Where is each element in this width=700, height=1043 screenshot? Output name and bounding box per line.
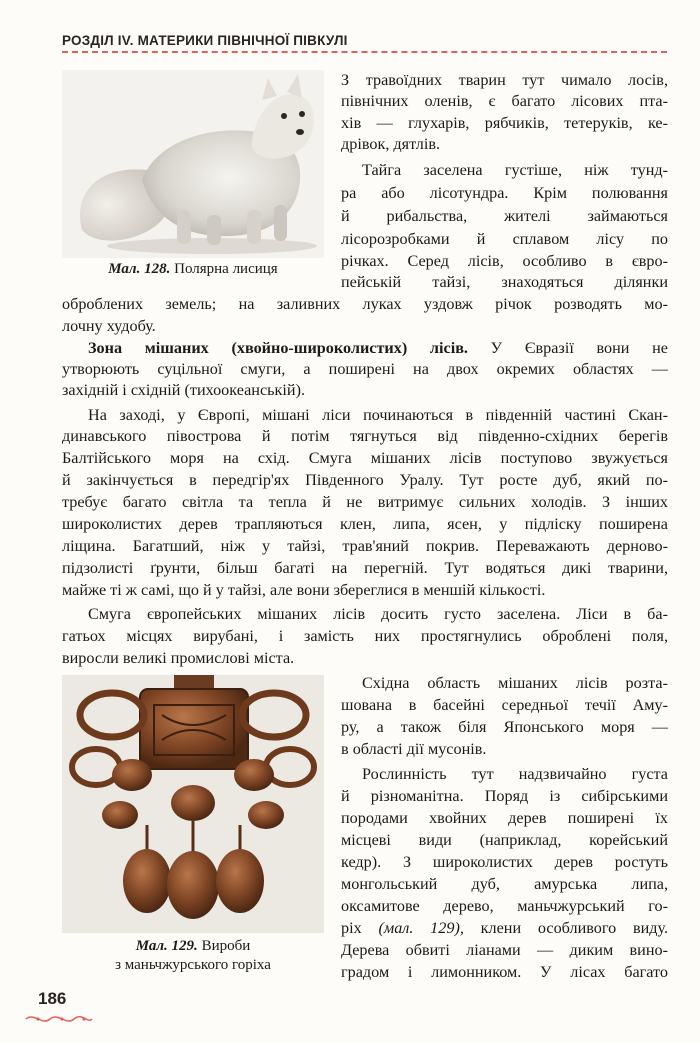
text-line: Дерева обвиті ліанами — диким вино-: [341, 941, 668, 959]
figure-reference: (мал. 129),: [378, 919, 464, 937]
text-line: [88, 338, 668, 358]
figure-128-label: Мал. 128.: [108, 261, 171, 277]
page-ornament-icon: [24, 1012, 94, 1031]
figure-129-label: Мал. 129.: [135, 938, 198, 954]
text-line: виросли великі промислові міста.: [62, 649, 295, 667]
text-line: требує багато світла та тепла й не витримує сильних холодів. З інших: [62, 493, 668, 511]
text-span: клени особливого виду.: [463, 919, 669, 937]
text-line: пейській тайзі, знаходяться ділянки: [341, 273, 668, 291]
text-line: лісорозробками й сплавом лісу по: [341, 230, 668, 248]
text-line: широколистих дерев трапляються клен, липа, ясен, у підліску поширена: [62, 515, 668, 533]
text-line: Балтійського моря на схід. Смуга мішаних лісів поступово звужується: [62, 449, 668, 467]
figure-128-text: Полярна лисиця: [170, 261, 278, 277]
figure-129-caption: [62, 937, 324, 975]
text-line: шована в басейні середньої течії Аму-: [341, 696, 668, 714]
text-line: оксамитове дерево, маньчжурський го-: [341, 897, 668, 915]
text-line: лочну худобу.: [62, 317, 156, 335]
text-line: Рослинність тут надзвичайно густа: [362, 765, 668, 783]
text-line: Східна область мішаних лісів розта-: [362, 674, 668, 692]
section-header: РОЗДІЛ IV. МАТЕРИКИ ПІВНІЧНОЇ ПІВКУЛІ: [62, 33, 348, 48]
text-line: З травоїдних тварин тут чимало лосів,: [341, 71, 668, 89]
text-line: гатьох місцях вирубані, і замість них простягнулись оброблені поля,: [62, 627, 668, 645]
text-line: підзолисті ґрунти, більш багаті на перегній. Тут водяться дикі тварини,: [62, 559, 668, 577]
text-line: дрівок, дятлів.: [341, 135, 441, 153]
text-line: монгольський дуб, амурська липа,: [341, 875, 668, 893]
text-line: породами хвойних дерев поширені їх: [341, 809, 668, 827]
text-line: місцеві види (наприклад, корейський: [341, 831, 668, 849]
text-line: ліщина. Багатший, ніж у тайзі, трав'яний покрив. Переважають дерново-: [62, 537, 668, 555]
text-line: західній і східній (тихоокеанській).: [62, 381, 306, 399]
text-line: північних оленів, є багато лісових пта-: [341, 92, 668, 110]
text-span: У Євразії вони не: [467, 339, 668, 357]
text-line: Смуга європейських мішаних лісів досить густо заселена. Ліси в ба-: [88, 605, 668, 623]
text-line: динавського півострова й потім тягнуться від південно-східних берегів: [62, 427, 668, 445]
text-line: ру, а також біля Японського моря —: [341, 718, 668, 736]
text-line: річках. Серед лісів, особливо в євро-: [341, 252, 668, 270]
text-line: в області дії мусонів.: [341, 740, 487, 758]
text-line: Тайга заселена густіше, ніж тунд-: [362, 161, 668, 179]
text-line: ра або лісотундра. Крім полювання: [341, 184, 668, 202]
figure-128-caption: [62, 261, 324, 278]
text-line: й закінчується в передгір'ях Південного Уралу. Тут росте дуб, який по-: [62, 471, 668, 489]
text-line: кедр). З широколистих дерев ростуть: [341, 853, 668, 871]
header-divider: [62, 51, 667, 53]
text-line: градом і лимонником. У лісах багато: [341, 963, 668, 981]
walnut-crafts-image: [62, 675, 324, 933]
text-line: [341, 918, 668, 938]
text-line: оброблених земель; на заливних луках уздовж річок розводять мо-: [62, 295, 668, 313]
text-line: й рибальства, жителі займаються: [341, 207, 668, 225]
section-heading-mixed-forests: Зона мішаних (хвойно-широколистих) лісів.: [88, 339, 468, 357]
text-line: утворюють суцільної смуги, а поширені на двох окремих областях —: [62, 360, 668, 378]
text-line: На заході, у Європі, мішані ліси починаються в південній частині Скан-: [88, 406, 668, 424]
text-span: ріх: [341, 919, 379, 937]
text-line: майже ті ж самі, що й у тайзі, але вони збереглися в меншій кількості.: [62, 581, 546, 599]
page-number: 186: [38, 989, 67, 1008]
arctic-fox-image: [62, 70, 324, 258]
figure-129-text-2: з маньчжурського горіха: [115, 957, 271, 973]
text-line: й різноманітна. Поряд із сибірськими: [341, 787, 668, 805]
figure-129-text-1: Вироби: [197, 938, 251, 954]
text-line: хів — глухарів, рябчиків, тетеруків, ке-: [341, 114, 668, 132]
